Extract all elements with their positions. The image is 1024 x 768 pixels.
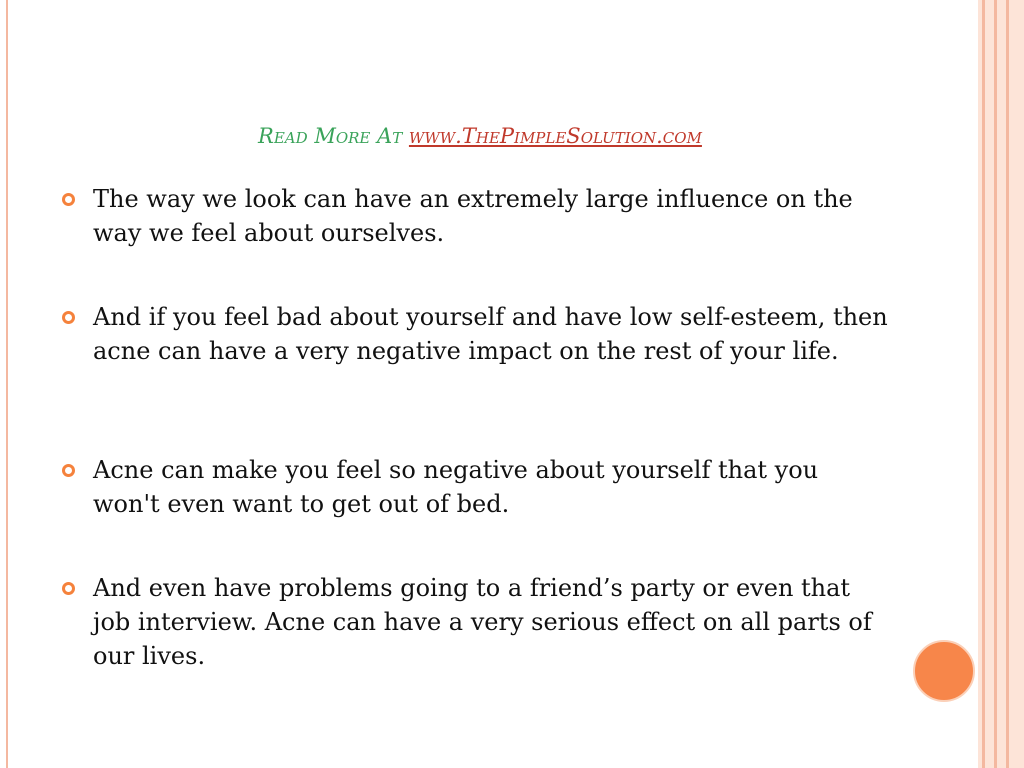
bullet-ring-icon xyxy=(62,193,75,206)
bullet-text: And if you feel bad about yourself and have low self-esteem, then acne can have a very negative impact on the rest of your life. xyxy=(93,303,888,365)
bullet-text: The way we look can have an extremely large influence on the way we feel about ourselves. xyxy=(93,185,853,247)
bullet-text: And even have problems going to a friend’s party or even that job interview. Acne can have a very serious effect on all parts of our lives. xyxy=(93,574,872,670)
left-frame-line xyxy=(6,0,8,768)
list-item xyxy=(62,300,892,368)
bullet-ring-icon xyxy=(62,464,75,477)
title-link[interactable]: www.ThePimpleSolution.com xyxy=(408,124,702,148)
slide-title xyxy=(0,124,960,148)
bullet-ring-icon xyxy=(62,311,75,324)
bullet-text: Acne can make you feel so negative about yourself that you won't even want to get out of bed. xyxy=(93,456,819,518)
list-item xyxy=(62,182,892,250)
decorative-circle xyxy=(913,640,975,702)
right-frame-line xyxy=(1006,0,1009,768)
list-item xyxy=(62,453,892,521)
right-frame-line xyxy=(994,0,997,768)
list-item xyxy=(62,571,892,673)
right-frame-line xyxy=(982,0,985,768)
title-prefix: Read More At xyxy=(258,124,409,148)
bullet-ring-icon xyxy=(62,582,75,595)
